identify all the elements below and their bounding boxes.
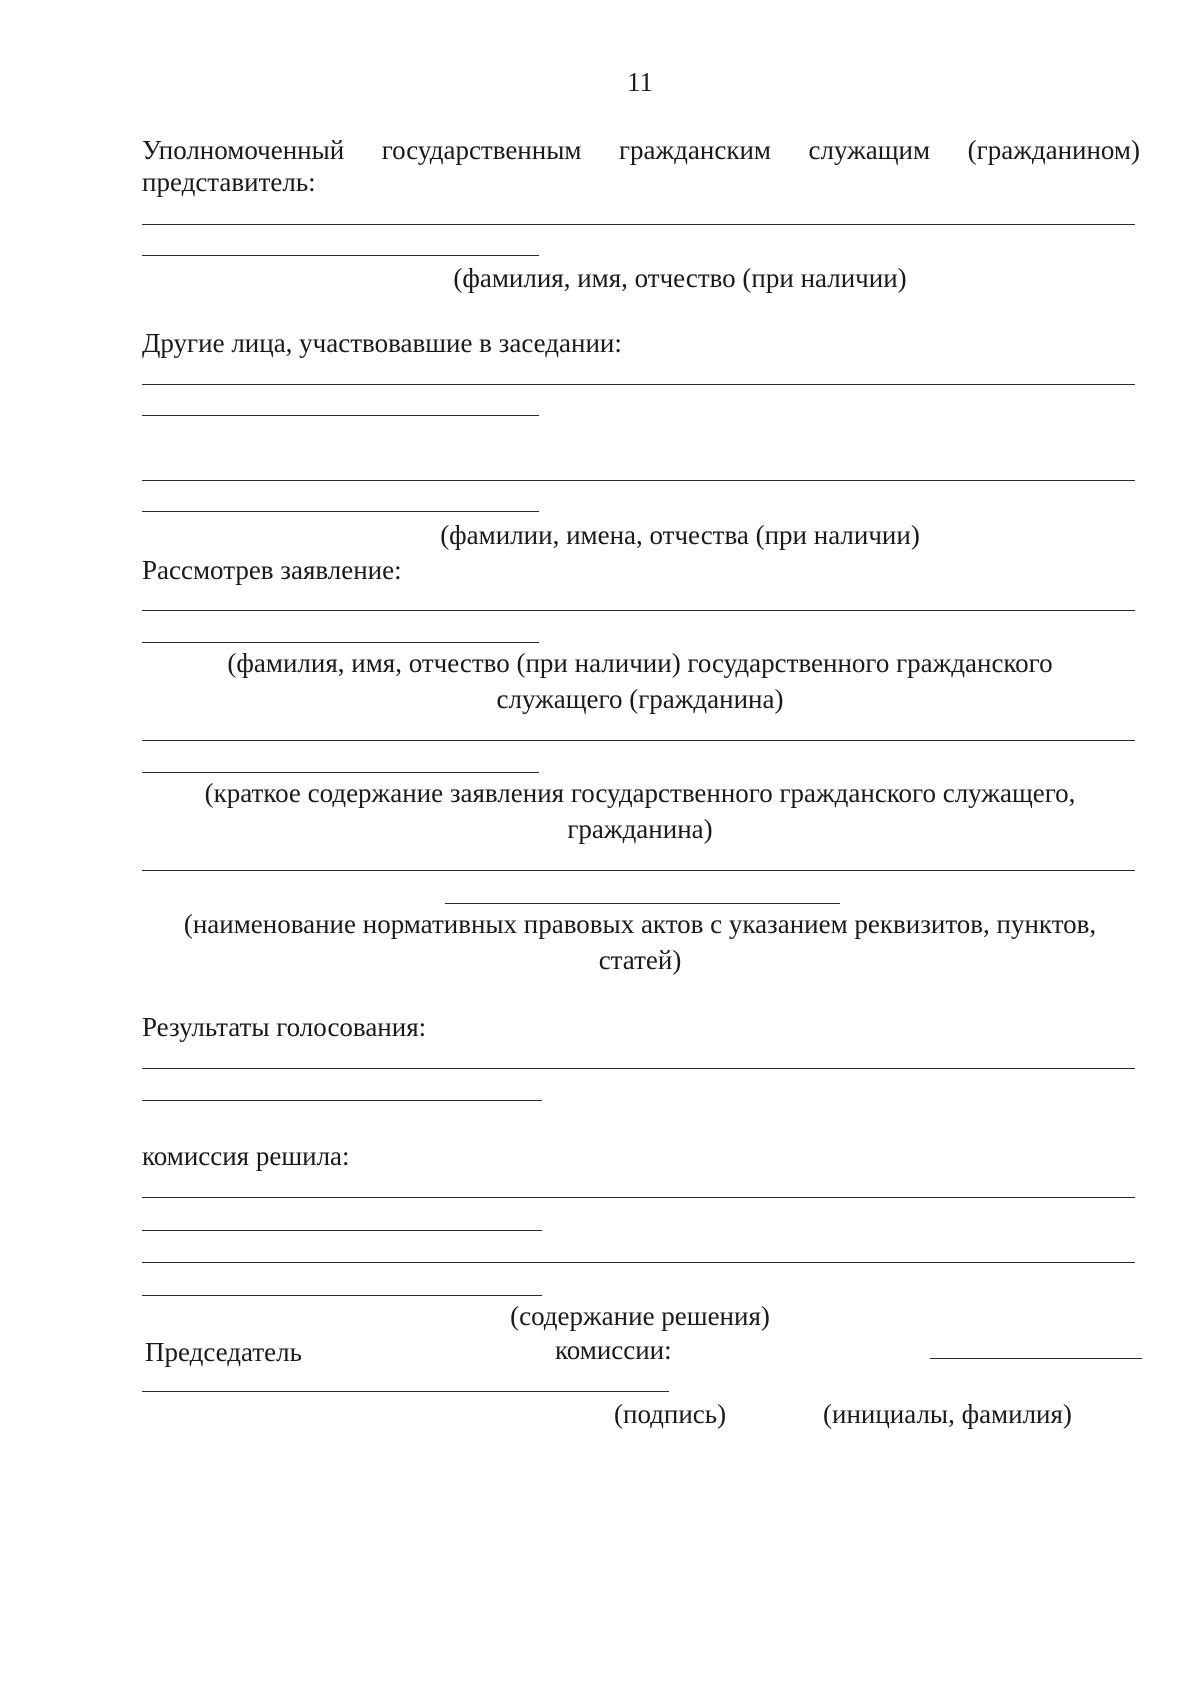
decision-field-2-cont[interactable] (142, 1295, 542, 1296)
decision-label: комиссия решила: (142, 1141, 350, 1171)
page-number: 11 (627, 67, 653, 97)
statement-label: Рассмотрев заявление: (142, 555, 402, 585)
representative-heading (142, 134, 1140, 166)
statement-acts-caption: (наименование нормативных правовых актов с указанием реквизитов, пунктов, статей) (183, 909, 1097, 975)
statement-acts-field-cont[interactable] (445, 903, 840, 904)
voting-field-cont[interactable] (142, 1100, 542, 1101)
representative-word: государственным (381, 135, 582, 165)
others-field-2-cont[interactable] (142, 511, 539, 512)
representative-word: служащим (808, 135, 931, 165)
others-field-2[interactable] (142, 480, 1135, 481)
chairman-signature-field[interactable] (142, 1391, 669, 1392)
representative-caption: (фамилия, имя, отчество (при наличии) (453, 263, 907, 293)
chairman-initials-field[interactable] (930, 1358, 1142, 1359)
decision-field[interactable] (142, 1197, 1135, 1198)
representative-name-field[interactable] (142, 224, 1135, 225)
statement-summary-caption: (краткое содержание заявления государственного гражданского служащего, гражданина) (204, 778, 1076, 844)
statement-person-field[interactable] (142, 610, 1135, 611)
others-label: Другие лица, участвовавшие в заседании: (142, 328, 622, 358)
statement-acts-field[interactable] (142, 870, 1135, 871)
statement-person-field-cont[interactable] (142, 642, 539, 643)
statement-person-caption: (фамилия, имя, отчество (при наличии) государственного гражданского служащего (гражданина) (227, 648, 1053, 714)
initials-caption: (инициалы, фамилия) (823, 1399, 1072, 1429)
decision-field-cont[interactable] (142, 1230, 542, 1231)
voting-field[interactable] (142, 1068, 1135, 1069)
statement-summary-field-cont[interactable] (142, 772, 539, 773)
representative-name-field-cont[interactable] (142, 255, 539, 256)
others-field[interactable] (142, 384, 1135, 385)
chairman-label: Председатель (145, 1337, 302, 1367)
decision-caption: (содержание решения) (510, 1301, 770, 1331)
representative-word: (гражданином) (967, 135, 1140, 165)
decision-field-2[interactable] (142, 1262, 1135, 1263)
voting-label: Результаты голосования: (142, 1012, 427, 1042)
statement-summary-field[interactable] (142, 740, 1135, 741)
representative-word: Уполномоченный (142, 135, 345, 165)
others-field-cont[interactable] (142, 415, 539, 416)
representative-heading-cont: представитель: (142, 167, 316, 197)
others-caption: (фамилии, имена, отчества (при наличии) (440, 520, 920, 550)
representative-word: гражданским (618, 135, 771, 165)
decision-caption-cont: комиссии: (555, 1335, 672, 1365)
signature-caption: (подпись) (614, 1399, 727, 1429)
